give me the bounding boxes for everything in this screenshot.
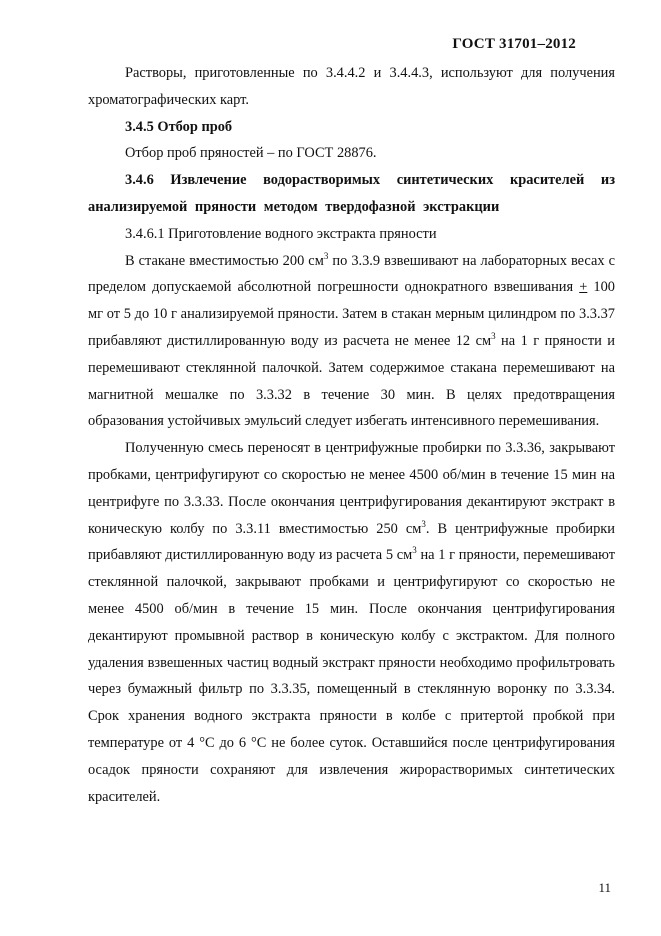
standard-header: ГОСТ 31701–2012 xyxy=(452,36,576,52)
text-fragment: на 1 г пряности и перемешивают стеклянной палочкой. Затем содержимое стакана перемешивают на магнитной мешалке по 3.3.32 в течение 30 мин. В целях предотвращения образования устойчивых эмульсий следует избегать интенсивного перемешивания. xyxy=(88,332,615,430)
paragraph-sampling: Отбор проб пряностей – по ГОСТ 28876. xyxy=(125,145,377,162)
paragraph-extract-preparation xyxy=(88,248,615,436)
text-fragment: 100 мг от 5 до 10 г анализируемой пряности. Затем в стакан мерным цилиндром по 3.3.37 прибавляют дистиллированную воду из расчета не менее 12 см xyxy=(88,279,615,349)
superscript: 3 xyxy=(412,545,417,556)
document-body xyxy=(88,60,615,810)
paragraph-centrifugation xyxy=(88,435,615,810)
superscript: 3 xyxy=(491,330,496,341)
superscript: 3 xyxy=(323,250,329,261)
superscript: 3 xyxy=(421,518,426,529)
section-heading-3-4-6-1: 3.4.6.1 Приготовление водного экстракта пряности xyxy=(125,225,437,242)
plus-minus-sign: + xyxy=(579,279,588,296)
text-fragment: Полученную смесь переносят в центрифужные пробирки по 3.3.36, закрывают пробками, центрифугируют со скоростью не менее 4500 об/мин в течение 15 мин на центрифуге по 3.3.33. После окончания центрифугирования декантируют экстракт в коническую колбу по 3.3.11 вместимостью 250 см xyxy=(88,440,615,537)
page-number: 11 xyxy=(598,880,611,895)
text-fragment: по 3.3.9 взвешивают на лабораторных весах с пределом допускаемой абсолютной погрешности однократного взвешивания xyxy=(88,252,615,296)
text-fragment: В стакане вместимостью 200 см xyxy=(125,252,324,269)
section-heading-3-4-6: 3.4.6 Извлечение водорастворимых синтетических красителей из анализируемой пряности методом твердофазной экстракции xyxy=(88,172,615,215)
text-fragment: . В центрифужные пробирки прибавляют дистиллированную воду из расчета 5 см xyxy=(88,520,615,564)
paragraph-solutions: Растворы, приготовленные по 3.4.4.2 и 3.4.4.3, используют для получения хроматографических карт. xyxy=(88,65,615,108)
text-fragment: на 1 г пряности, перемешивают стеклянной палочкой, закрывают пробками и центрифугируют со скоростью не менее 4500 об/мин в течение 15 мин. После окончания центрифугирования декантируют промывной раствор в коническую колбу с экстрактом. Для полного удаления взвешенных частиц водный экстракт пряности необходимо профильтровать через бумажный фильтр по 3.3.35, помещенный в стеклянную воронку по 3.3.34. Срок хранения водного экстракта пряности в колбе с притертой пробкой при температуре от 4 °С до 6 °С не более суток. Оставшийся после центрифугирования осадок пряности сохраняют для извлечения жирорастворимых синтетических красителей. xyxy=(88,547,615,805)
section-heading-3-4-5: 3.4.5 Отбор проб xyxy=(125,118,233,135)
